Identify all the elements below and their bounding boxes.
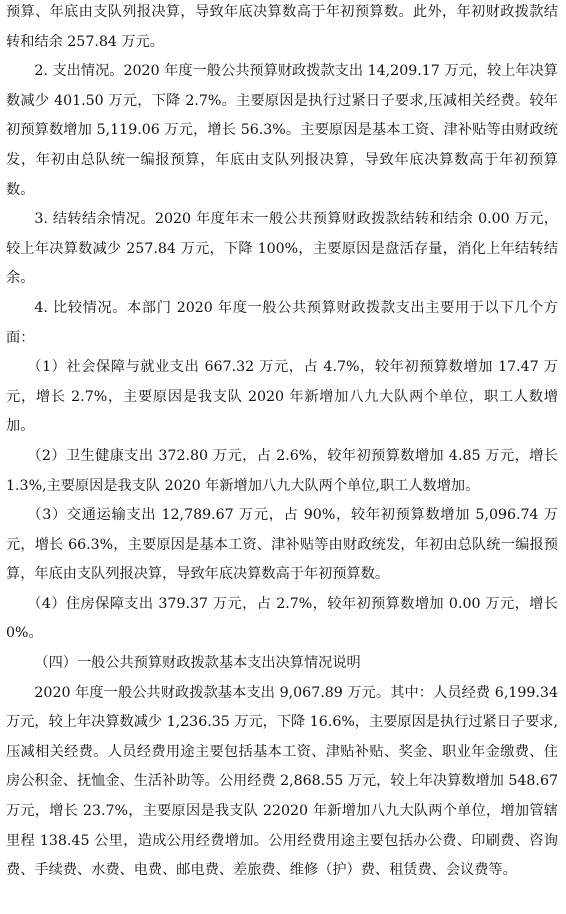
social-security-paragraph: （1）社会保障与就业支出 667.32 万元，占 4.7%，较年初预算数增加 17.47 万元，增长 2.7%，主要原因是我支队 2020 年新增加八九大队两个单位，职工人数增加。: [6, 359, 558, 435]
carryover-paragraph-tail: 预算、年底由支队列报决算，导致年底决算数高于年初预算数。此外，年初财政拨款结转和结余 257.84 万元。: [6, 4, 558, 50]
basic-expenditure-paragraph: 2020 年度一般公共财政拨款基本支出 9,067.89 万元。其中：人员经费 6,199.34 万元，较上年决算数减少 1,236.35 万元，下降 16.6%，主要原因是执行过紧日子要求,压减相关经费。人员经费用途主要包括基本工资、津贴补贴、奖金、职业年金缴费、住房公积金、抚恤金、生活补助等。公用经费 2,868.55 万元，较上年决算数增加 548.67 万元，增长 23.7%，主要原因是我支队 22020 年新增加八九大队两个单位，增加管辖里程 138.45 公里，造成公用经费增加。公用经费用途主要包括办公费、印刷费、咨询费、手续费、水费、电费、邮电费、差旅费、维修（护）费、租赁费、会议费等。: [6, 684, 558, 879]
expenditure-paragraph: 2. 支出情况。2020 年度一般公共预算财政拨款支出 14,209.17 万元，较上年决算数减少 401.50 万元，下降 2.7%。主要原因是执行过紧日子要求,压减相关经费。较年初预算数增加 5,119.06 万元，增长 56.3%。主要原因是基本工资、津补贴等由财政统发，年初由总队统一编报预算，年底由支队列报决算，导致年底决算数高于年初预算数。: [6, 63, 558, 198]
comparison-paragraph: 4. 比较情况。本部门 2020 年度一般公共预算财政拨款支出主要用于以下几个方面：: [6, 299, 558, 346]
section-heading: （四）一般公共预算财政拨款基本支出决算情况说明: [34, 655, 361, 672]
health-paragraph: （2）卫生健康支出 372.80 万元，占 2.6%，较年初预算数增加 4.85 万元，增长 1.3%,主要原因是我支队 2020 年新增加八九大队两个单位,职工人数增加。: [6, 447, 558, 494]
balance-paragraph: 3. 结转结余情况。2020 年度年末一般公共预算财政拨款结转和结余 0.00 万元，较上年决算数减少 257.84 万元，下降 100%，主要原因是盘活存量，消化上年结转结余。: [6, 211, 558, 287]
transport-paragraph: （3）交通运输支出 12,789.67 万元，占 90%，较年初预算数增加 5,096.74 万元，增长 66.3%，主要原因是基本工资、津补贴等由财政统发，年初由总队统一编报预算，年底由支队列报决算，导致年底决算数高于年初预算数。: [6, 507, 558, 583]
housing-paragraph: （4）住房保障支出 379.37 万元，占 2.7%，较年初预算数增加 0.00 万元，增长 0%。: [6, 595, 558, 642]
